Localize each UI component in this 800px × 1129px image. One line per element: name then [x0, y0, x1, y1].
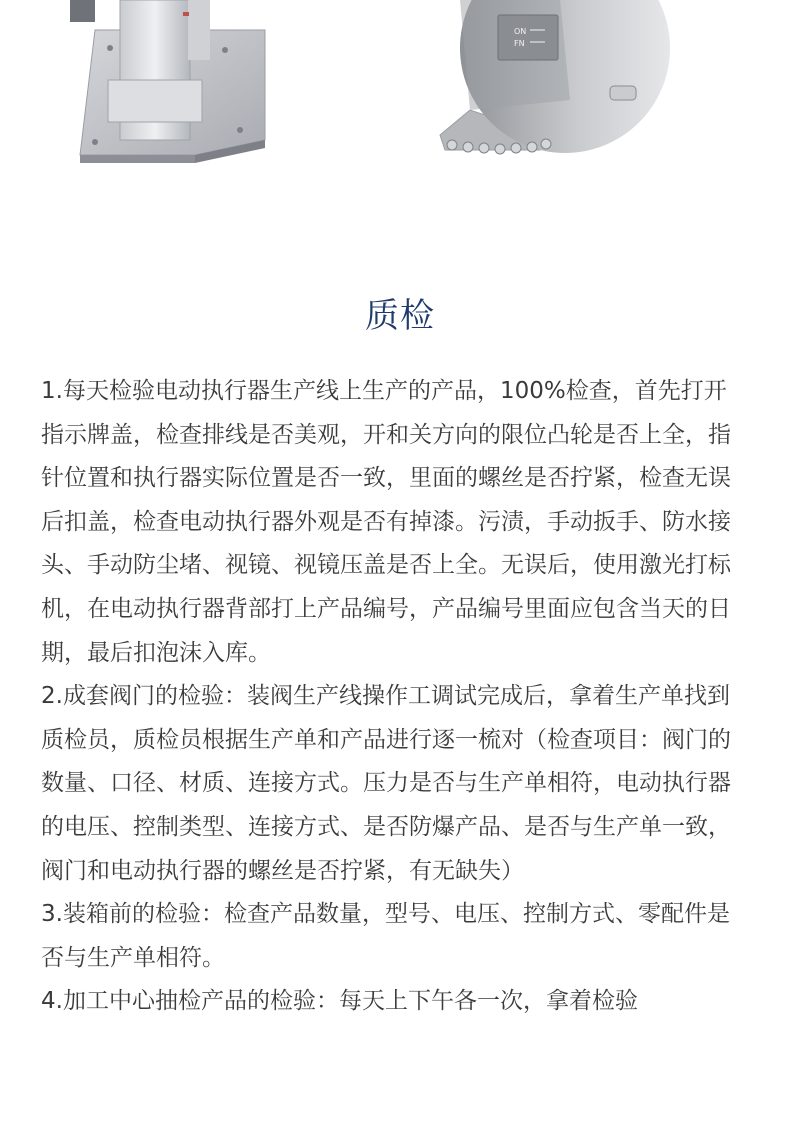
product-photos-svg	[0, 0, 800, 240]
paragraph-valve-set-inspection: 2.成套阀门的检验：装阀生产线操作工调试完成后，拿着生产单找到质检员，质检员根据生产单和产品进行逐一梳对（检查项目：阀门的数量、口径、材质、连接方式。压力是否与生产单相符，电动执行器的电压、控制类型、连接方式、是否防爆产品、是否与生产单一致，阀门和电动执行器的螺丝是否拧紧，有无缺失）	[41, 683, 731, 884]
product-photos	[0, 0, 800, 240]
paragraph-pre-packing-inspection: 3.装箱前的检验：检查产品数量，型号、电压、控制方式、零配件是否与生产单相符。	[41, 901, 730, 971]
dial-on-label: ON	[514, 27, 527, 36]
paragraph-machining-center-inspection: 4.加工中心抽检产品的检验：每天上下午各一次，拿着检验	[41, 988, 638, 1015]
section-title: 质检	[365, 296, 435, 336]
paragraph-daily-inspection: 1.每天检验电动执行器生产线上生产的产品，100%检查，首先打开指示牌盖，检查排线是否美观，开和关方向的限位凸轮是否上全，指针位置和执行器实际位置是否一致，里面的螺丝是否拧紧，检查无误后扣盖，检查电动执行器外观是否有掉漆。污渍，手动扳手、防水接头、手动防尘堵、视镜、视镜压盖是否上全。无误后，使用激光打标机，在电动执行器背部打上产品编号，产品编号里面应包含当天的日期，最后扣泡沫入库。	[41, 378, 731, 666]
actuator-left-photo	[70, 0, 265, 163]
actuator-right-photo	[440, 0, 670, 154]
inspection-content	[41, 370, 741, 1024]
dial-off-label: FN	[514, 39, 525, 48]
